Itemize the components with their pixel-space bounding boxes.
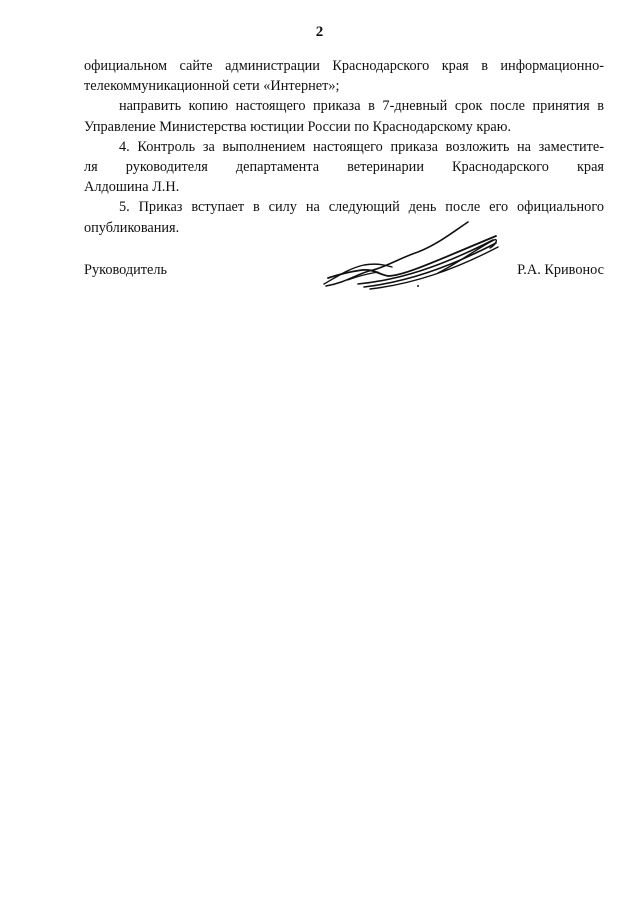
body-line: направить копию настоящего приказа в 7-дневный срок после принятия в: [119, 98, 604, 115]
page-number: 2: [315, 24, 324, 40]
signature-block: [84, 262, 604, 284]
body-line: Управление Министерства юстиции России по Краснодарскому краю.: [84, 118, 512, 135]
body-line: телекоммуникационной сети «Интернет»;: [84, 78, 340, 95]
body-line: 4. Контроль за выполнением настоящего приказа возложить на заместите-: [119, 138, 604, 155]
body-line: 5. Приказ вступает в силу на следующий день после его официального: [119, 199, 604, 216]
signer-name: Р.А. Кривонос: [517, 262, 604, 278]
body-line: ля руководителя департамента ветеринарии Краснодарского края: [84, 158, 604, 175]
body-line: опубликования.: [84, 219, 180, 236]
body-line: Алдошина Л.Н.: [84, 179, 180, 196]
document-body: [84, 56, 604, 238]
signer-title: Руководитель: [84, 262, 168, 278]
body-line: официальном сайте администрации Краснодарского края в информационно-: [84, 58, 604, 74]
